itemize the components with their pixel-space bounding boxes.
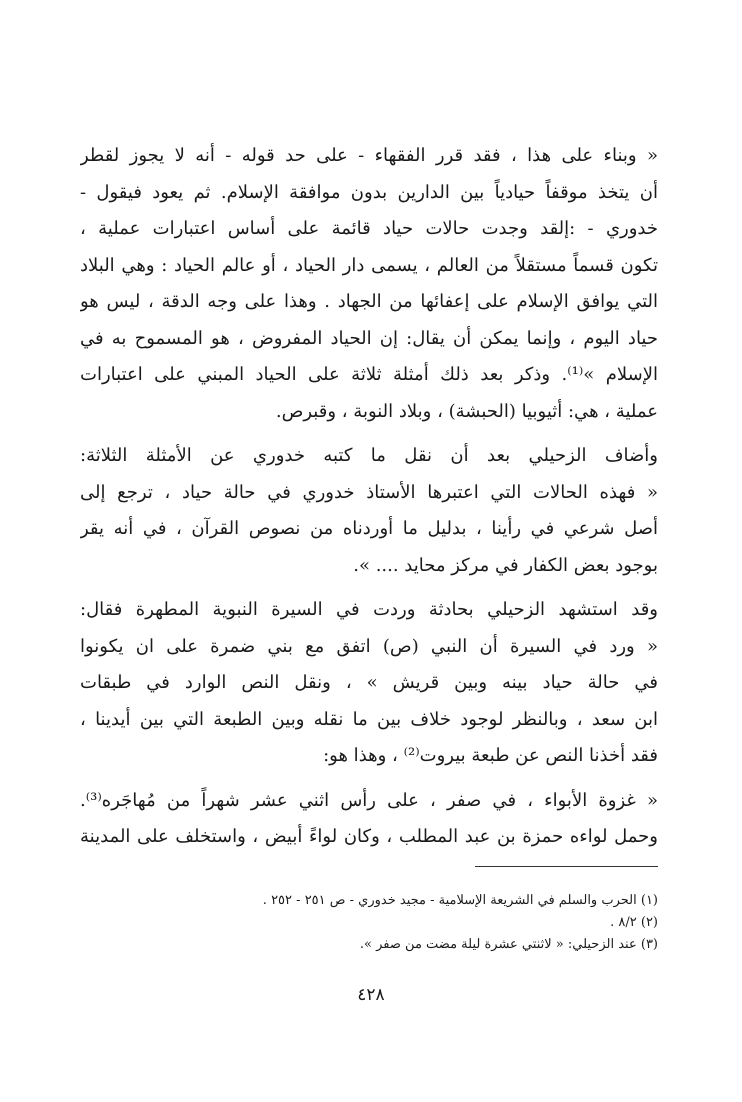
text-line: التي يوافق الإسلام على إعفائها من الجهاد . وهذا على وجه الدقة ، ليس هو (80, 291, 658, 312)
page-number: ٤٢٨ (357, 985, 385, 1005)
footnote-divider (475, 866, 658, 867)
text-line: « غزوة الأبواء ، في صفر ، على رأس اثني عشر شهراً من مُهاجَره⁽³⁾. (80, 789, 658, 811)
text-line: ابن سعد ، وبالنظر لوجود خلاف بين ما نقله وبين الطبعة التي بين أيدينا ، (80, 708, 658, 730)
text-line: عملية ، هي: أثيوبيا (الحبشة) ، وبلاد النوبة ، وقبرص. (275, 400, 658, 422)
text-line: فقد أخذنا النص عن طبعة بيروت⁽²⁾ ، وهذا هو: (323, 745, 658, 766)
text-line: خدوري - :إلقد وجدت حالات حياد قائمة على أساس اعتبارات عملية ، (80, 218, 658, 239)
paragraph-gap (80, 430, 658, 438)
text-line: « وبناء على هذا ، فقد قرر الفقهاء - على حد قوله - أنه لا يجوز لقطر (80, 145, 658, 166)
text-line: بوجود بعض الكفار في مركز محايد .... ». (353, 554, 658, 576)
footnote: (٣) عند الزحيلي: « لاثنتي عشرة ليلة مضت من صفر ». (359, 937, 658, 952)
text-line: تكون قسماً مستقلاً من العالم ، يسمى دار الحياد ، أو عالم الحياد : وهي البلاد (80, 254, 658, 276)
text-line: وأضاف الزحيلي بعد أن نقل ما كتبه خدوري عن الأمثلة الثلاثة: (80, 445, 658, 466)
text-line: أصل شرعي في رأينا ، بدليل ما أوردناه من نصوص القرآن ، في أنه يقر (80, 518, 658, 539)
text-line: « فهذه الحالات التي اعتبرها الأستاذ خدوري في حالة حياد ، ترجع إلى (80, 481, 658, 503)
footnotes (150, 890, 658, 956)
paragraph-gap (80, 584, 658, 592)
text-line: حياد اليوم ، وإنما يمكن أن يقال: إن الحياد المفروض ، هو المسموح به في (80, 327, 658, 349)
text-line: أن يتخذ موقفاً حيادياً بين الدارين بدون موافقة الإسلام. ثم يعود فيقول - (80, 181, 658, 203)
body-text (80, 138, 658, 856)
text-line: « ورد في السيرة أن النبي (ص) اتفق مع بني ضمرة على ان يكونوا (80, 635, 658, 657)
text-line: وقد استشهد الزحيلي بحادثة وردت في السيرة النبوية المطهرة فقال: (80, 599, 658, 620)
text-line: وحمل لواءه حمزة بن عبد المطلب ، وكان لواءً أبيض ، واستخلف على المدينة (80, 826, 658, 847)
text-line: الإسلام »⁽¹⁾. وذكر بعد ذلك أمثلة ثلاثة على الحياد المبني على اعتبارات (80, 364, 658, 385)
footnote: (٢) ٨/٢ . (610, 915, 658, 930)
text-line: في حالة حياد بينه وبين قريش » ، ونقل النص الوارد في طبقات (80, 672, 658, 693)
footnote: (١) الحرب والسلم في الشريعة الإسلامية - مجيد خدوري - ص ٢٥١ - ٢٥٢ . (262, 893, 658, 908)
paragraph-gap (80, 775, 658, 783)
